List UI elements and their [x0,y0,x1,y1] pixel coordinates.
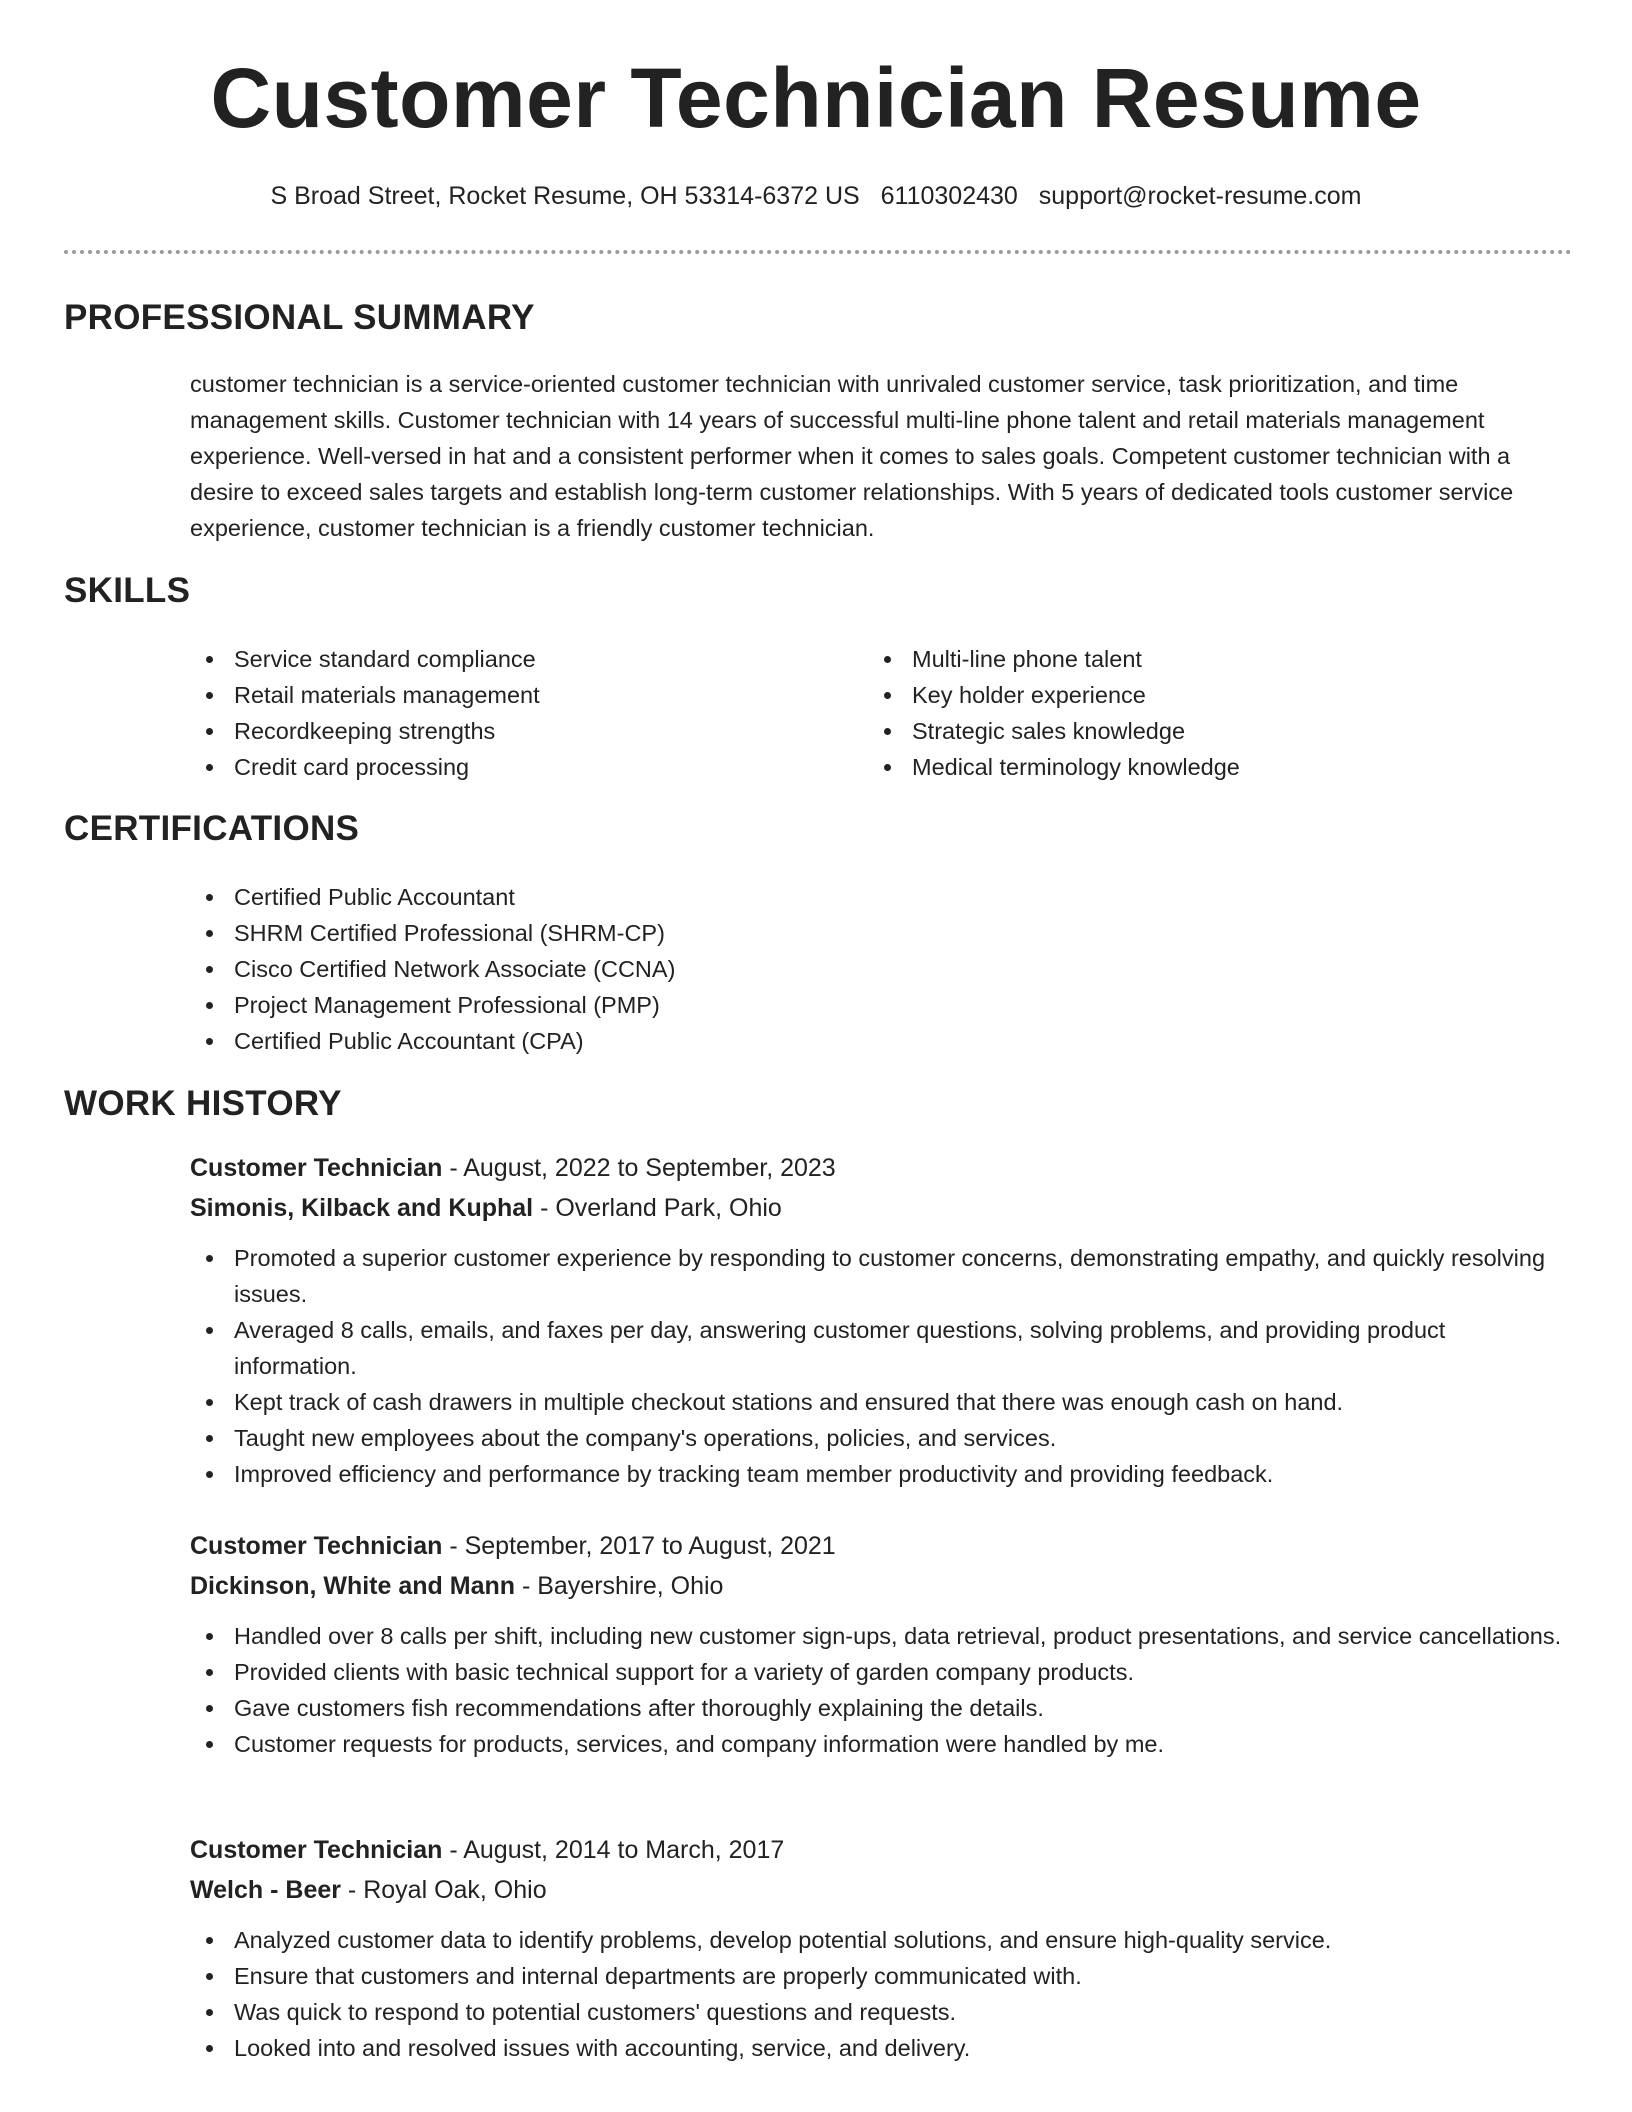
resume-title: Customer Technician Resume [210,51,1422,145]
section-title-summary: PROFESSIONAL SUMMARY [64,298,535,337]
certification-item: Certified Public Accountant (CPA) [190,1023,1090,1059]
job-bullet: Improved efficiency and performance by tracking team member productivity and providing feedback. [190,1456,1570,1492]
contact-line [0,182,1632,211]
job-bullet: Handled over 8 calls per shift, including new customer sign-ups, data retrieval, product presentations, and service cancellations. [190,1618,1570,1654]
skill-item: Recordkeeping strengths [190,713,830,749]
job-bullet: Customer requests for products, services, and company information were handled by me. [190,1726,1570,1762]
job-bullet: Ensure that customers and internal departments are properly communicated with. [190,1958,1570,1994]
section-title-certifications: CERTIFICATIONS [64,809,360,848]
job-company: Simonis, Kilback and Kuphal [190,1194,534,1222]
contact-email: support@rocket-resume.com [1038,182,1362,210]
job-title-line [190,1148,1570,1188]
job-bullet: Taught new employees about the company's operations, policies, and services. [190,1420,1570,1456]
job-company-line [190,1566,1570,1606]
job-title: Customer Technician [190,1532,443,1560]
skills-list-left [190,641,830,785]
job-bullet: Looked into and resolved issues with accounting, service, and delivery. [190,2030,1570,2066]
section-title-work-history: WORK HISTORY [64,1084,342,1123]
job-bullet: Gave customers fish recommendations after thoroughly explaining the details. [190,1690,1570,1726]
job-bullet: Promoted a superior customer experience by responding to customer concerns, demonstrating empathy, and quickly resolving issues. [190,1240,1570,1312]
skill-item: Strategic sales knowledge [868,713,1508,749]
job-dates: - September, 2017 to August, 2021 [442,1532,836,1560]
job-title: Customer Technician [190,1154,443,1182]
contact-phone: 6110302430 [880,182,1018,210]
job-bullets [190,1240,1570,1492]
certification-item: Certified Public Accountant [190,879,1090,915]
contact-address: S Broad Street, Rocket Resume, OH 53314-6372 US [270,182,860,210]
skill-item: Multi-line phone talent [868,641,1508,677]
job-company: Dickinson, White and Mann [190,1572,516,1600]
skill-item: Key holder experience [868,677,1508,713]
job-entry [190,1148,1570,1492]
job-bullet: Provided clients with basic technical support for a variety of garden company products. [190,1654,1570,1690]
skill-item: Service standard compliance [190,641,830,677]
job-entry [190,1526,1570,1762]
job-company-line [190,1188,1570,1228]
job-title-line [190,1526,1570,1566]
section-title-skills: SKILLS [64,571,191,610]
certification-item: SHRM Certified Professional (SHRM-CP) [190,915,1090,951]
skill-item: Medical terminology knowledge [868,749,1508,785]
job-entry [190,1830,1570,2066]
job-bullets [190,1618,1570,1762]
certification-item: Cisco Certified Network Associate (CCNA) [190,951,1090,987]
job-bullet: Averaged 8 calls, emails, and faxes per day, answering customer questions, solving problems, and providing product information. [190,1312,1570,1384]
skill-item: Credit card processing [190,749,830,785]
skills-list-right [868,641,1508,785]
skill-item: Retail materials management [190,677,830,713]
certification-item: Project Management Professional (PMP) [190,987,1090,1023]
header-divider [64,250,1572,254]
job-title: Customer Technician [190,1836,443,1864]
job-location: - Royal Oak, Ohio [340,1876,547,1904]
job-bullet: Was quick to respond to potential customers' questions and requests. [190,1994,1570,2030]
job-dates: - August, 2022 to September, 2023 [442,1154,836,1182]
job-bullet: Analyzed customer data to identify problems, develop potential solutions, and ensure high-quality service. [190,1922,1570,1958]
job-title-line [190,1830,1570,1870]
job-bullets [190,1922,1570,2066]
job-company-line [190,1870,1570,1910]
summary-text: customer technician is a service-oriented customer technician with unrivaled customer service, task prioritization, and time management skills. Customer technician with 14 years of successful multi-line phone talent and retail materials management experience. Well-versed in hat and a consistent performer when it comes to sales goals. Competent customer technician with a desire to exceed sales targets and establish long-term customer relationships. With 5 years of dedicated tools customer service experience, customer technician is a friendly customer technician. [190,371,1514,541]
job-location: - Bayershire, Ohio [515,1572,724,1600]
job-location: - Overland Park, Ohio [533,1194,782,1222]
job-dates: - August, 2014 to March, 2017 [442,1836,785,1864]
certifications-list [190,879,1090,1059]
job-company: Welch - Beer [190,1876,341,1904]
job-bullet: Kept track of cash drawers in multiple checkout stations and ensured that there was enough cash on hand. [190,1384,1570,1420]
